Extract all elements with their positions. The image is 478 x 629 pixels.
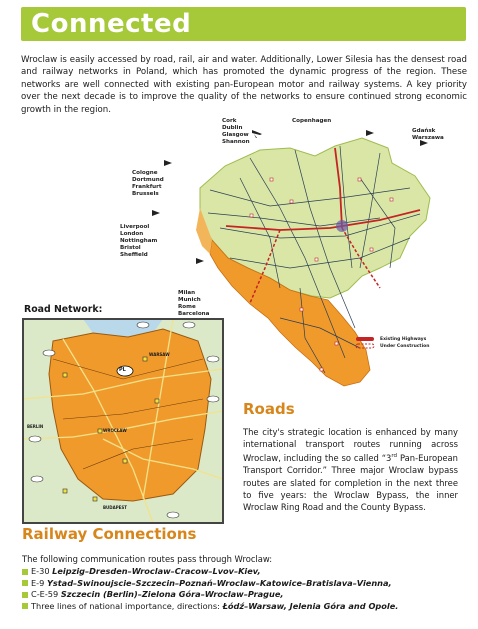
- road-network-graphic: [23, 319, 223, 523]
- warsaw-label: WARSAW: [149, 352, 170, 357]
- berlin-label: BERLIN: [27, 424, 44, 429]
- city-group-cork: Cork Dublin Glasgow Shannon: [222, 118, 250, 145]
- budapest-label: BUDAPEST: [103, 505, 127, 510]
- plane-icon: [196, 258, 204, 264]
- railway-list: [22, 566, 472, 612]
- wroclaw-label: WROCŁAW: [103, 428, 127, 433]
- city-group-liverpool: Liverpool London Nottingham Bristol Sheffield: [120, 224, 158, 258]
- legend-under-construction: Under Construction: [380, 344, 430, 349]
- plane-icon: [152, 210, 160, 216]
- bullet-icon: [22, 592, 28, 598]
- city-group-cologne: Cologne Dortmund Frankfurt Brussels: [132, 170, 164, 197]
- railway-intro: The following communication routes pass through Wroclaw:: [22, 554, 273, 564]
- intro-paragraph: Wroclaw is easily accessed by road, rail, air and water. Additionally, Lower Silesia has the densest road and railway networks in Poland, which has promoted the dynamic progress of the region. These networks are well connected with existing pan-European motor and railway systems. A key priority over the next decade is to improve the quality of the networks to ensure continued strong economic growth in the region.: [21, 55, 467, 115]
- list-item: C-E-59 Szczecin (Berlin)–Zielona Góra–Wroclaw–Prague,: [22, 589, 472, 601]
- title-bar: [21, 7, 466, 41]
- bullet-icon: [22, 580, 28, 586]
- roads-paragraph: The city's strategic location is enhanced by many international transport routes running across Wroclaw, including the so called “3rd Pan-European Transport Corridor.” Three major Wroclaw bypass routes are slated for completion in the next three to five years: the Wroclaw Bypass, the inner Wroclaw Ring Road and the County Bypass.: [243, 427, 458, 513]
- city-group-copenhagen: Copenhagen: [292, 118, 332, 124]
- list-item: E-30 Leipzig–Dresden–Wroclaw–Cracow–Lvov–Kiev,: [22, 566, 472, 578]
- railway-title: Railway Connections: [22, 525, 197, 543]
- page-title: Connected: [31, 9, 192, 39]
- bullet-icon: [22, 569, 28, 575]
- road-network-title: Road Network:: [24, 304, 103, 315]
- city-group-milan: Milan Munich Rome Barcelona: [178, 290, 210, 317]
- city-group-gdansk: Gdańsk Warszawa: [412, 128, 444, 141]
- pl-label: PL: [119, 367, 126, 373]
- plane-icon: [366, 130, 374, 136]
- bullet-icon: [22, 603, 28, 609]
- list-item: E-9 Ystad–Swinoujscie–Szczecin–Poznań–Wroclaw–Katowice–Bratislava–Vienna,: [22, 578, 472, 590]
- list-item: Three lines of national importance, directions: Łódź–Warsaw, Jelenia Góra and Opole.: [22, 601, 472, 613]
- plane-icon: [252, 130, 262, 138]
- wroclaw-hub: [336, 220, 348, 232]
- legend-existing-highways: Existing Highways: [380, 337, 427, 342]
- road-network-map: [22, 318, 224, 524]
- roads-title: Roads: [243, 400, 295, 418]
- plane-icon: [164, 160, 172, 166]
